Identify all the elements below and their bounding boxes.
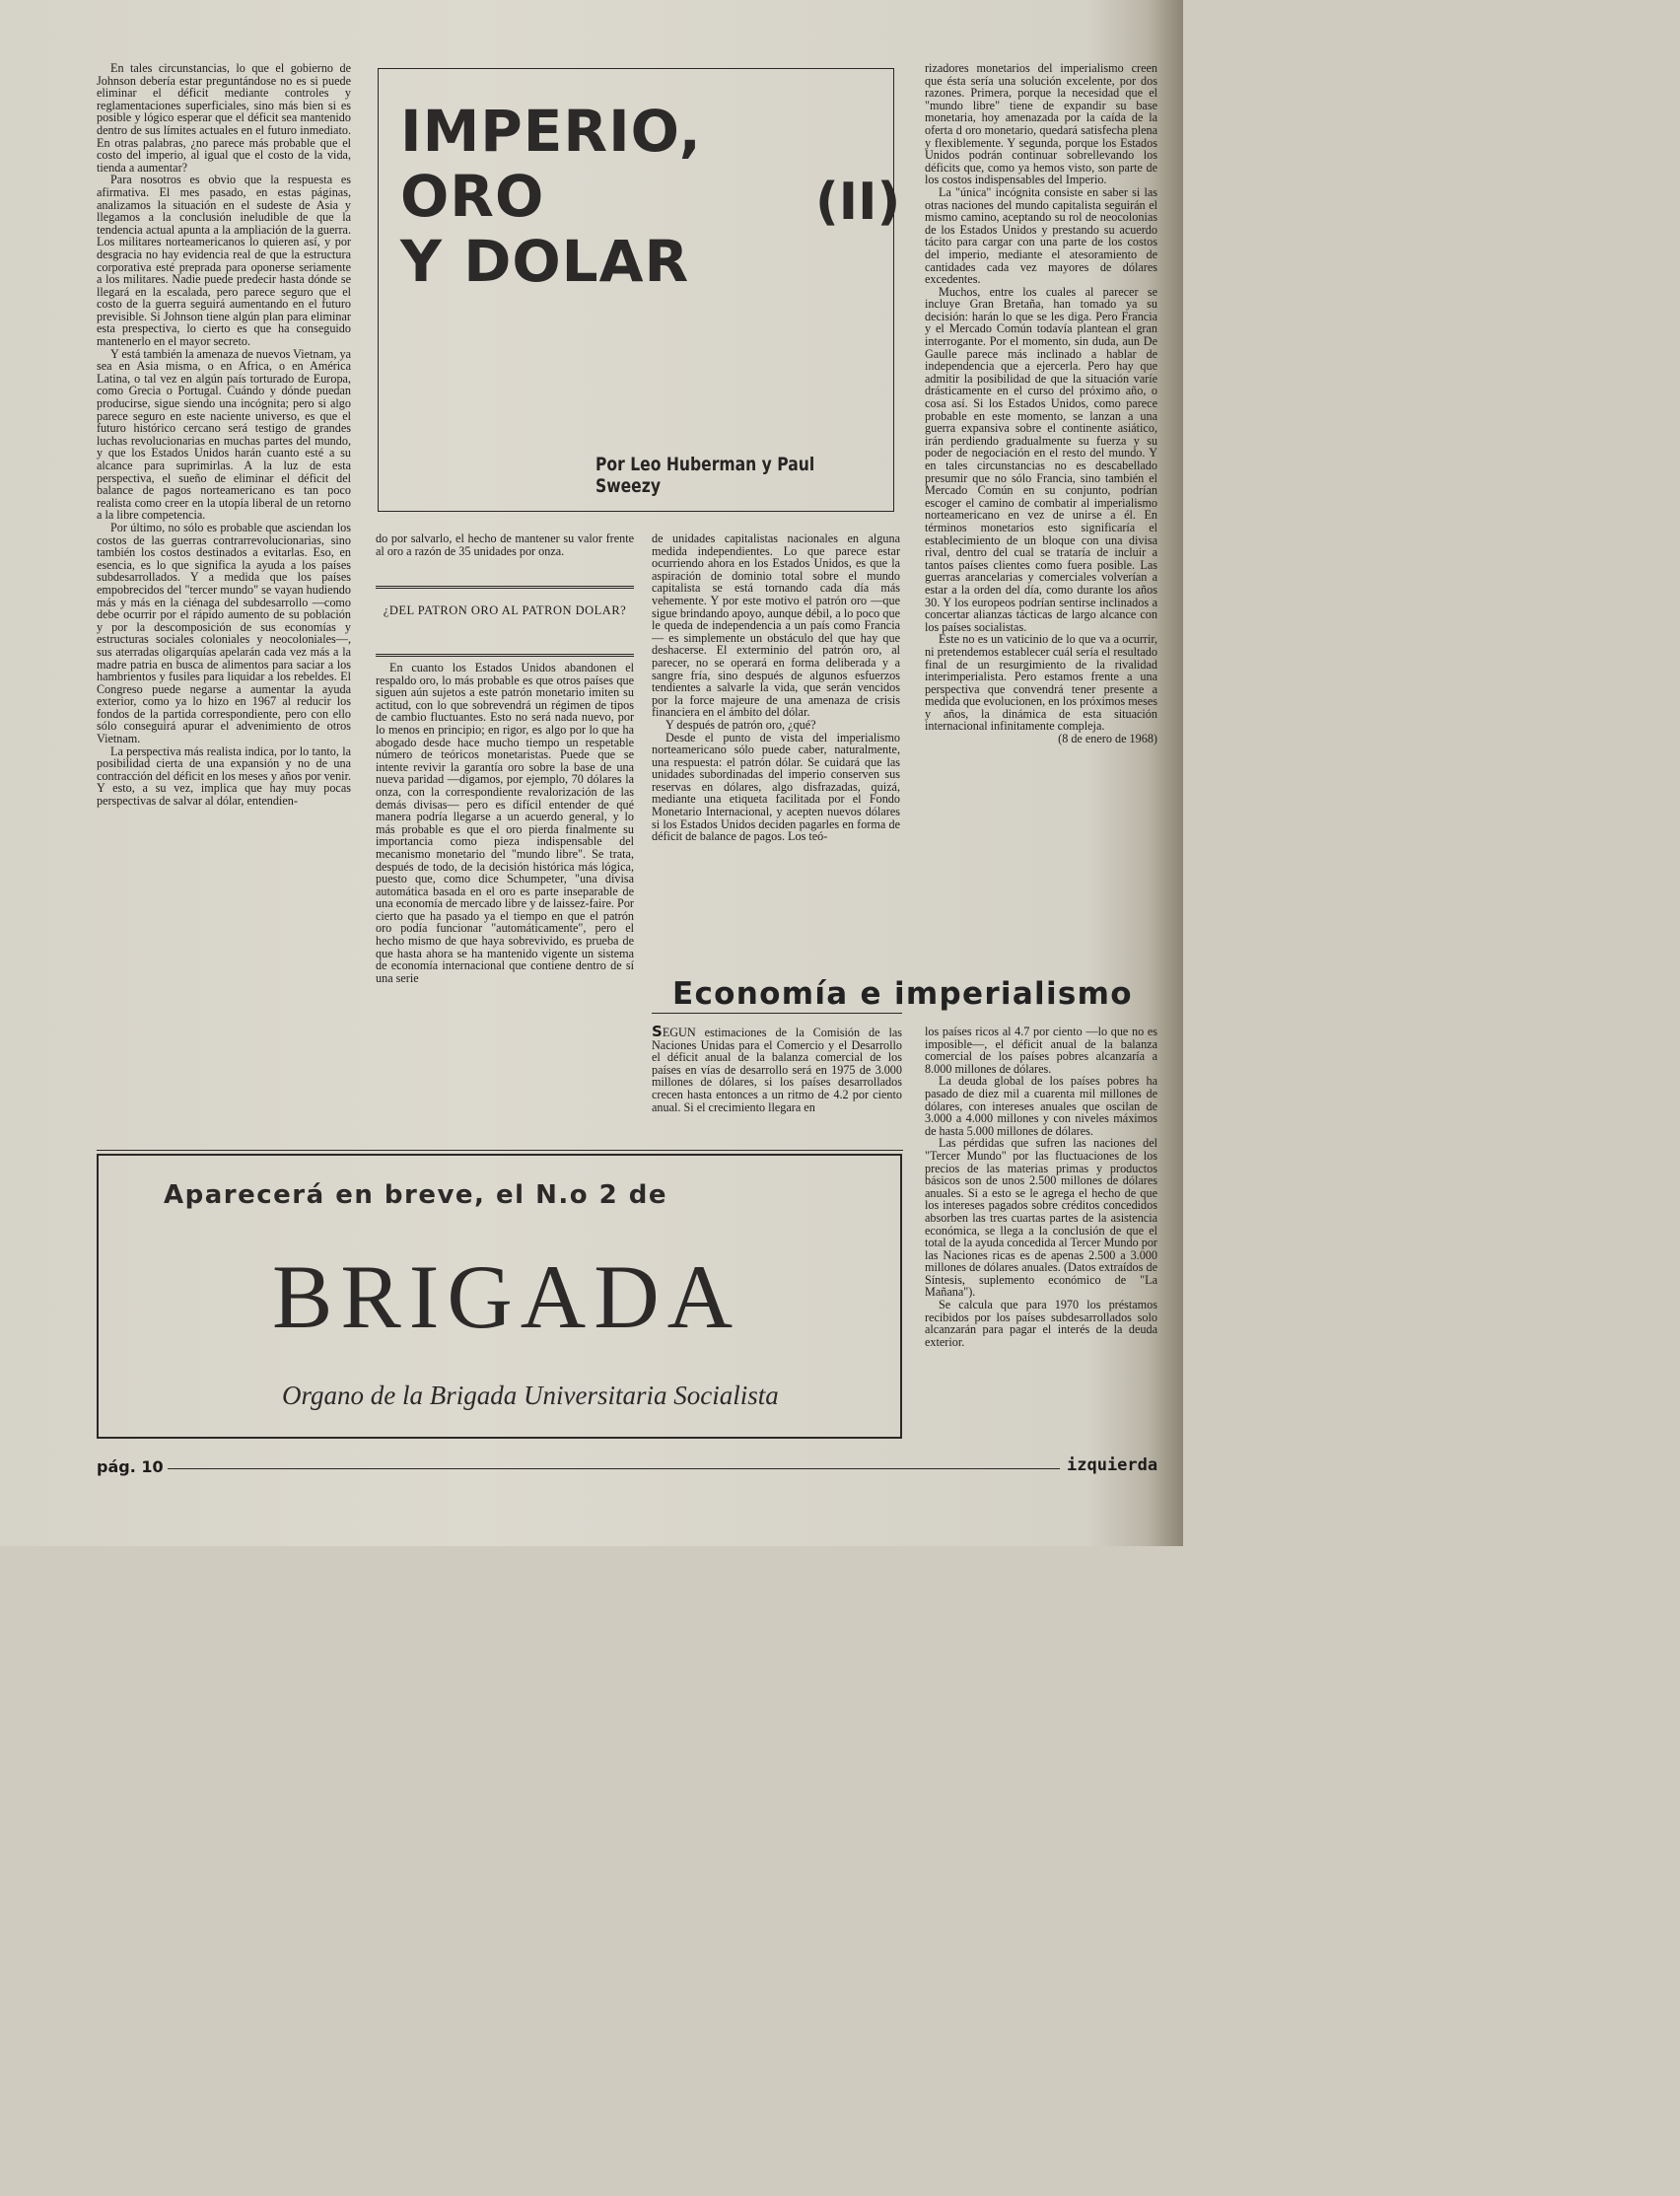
paragraph: Para nosotros es obvio que la respuesta es afirmativa. El mes pasado, en estas páginas, analizamos la situación en el sudeste de Asia y llegamos a la conclusión ineludible de que la tendencia actual apunta a la ampliación de la guerra. Los militares norteamericanos lo quieren así, y por desgracia no hay evidencia real de que la estructura corporativa esté preprada para oponerse seriamente a los militares. Nadie puede predecir hasta dónde se llegará en la escalada, pero parece seguro que el costo de la guerra seguirá aumentando en el futuro previsible. Si Johnson tiene algún plan para eliminar esta prespectiva, lo cierto es que ha conseguido mantenerlo en el mayor secreto. (97, 173, 351, 349)
byline: Por Leo Huberman y Paul Sweezy (595, 454, 815, 497)
article-column-1 (97, 62, 351, 1147)
paragraph: La perspectiva más realista indica, por lo tanto, la posibilidad cierta de una expansión y no de una contracción del déficit en los meses y años por venir. Y esto, a su vez, implica que hay muy pocas perspectivas de salvar al dólar, entendien- (97, 744, 351, 809)
section2-column-1 (652, 1026, 902, 1144)
paragraph: Y está también la amenaza de nuevos Vietnam, ya sea en Asia misma, o en Africa, o en América Latina, o tal vez en algún país torturado de Europa, como Grecia o Portugal. Cuándo y dónde puedan producirse, sigue siendo una incógnita; pero si algo parece seguro en este naciente universo, es que el futuro histórico cercano será testigo de grandes luchas revolucionarias en muchas partes del mundo, y que los Estados Unidos harán cuanto esté a su alcance para suprimirlas. A la luz de esta perspectiva, el sueño de eliminar el déficit del balance de pagos norteamericano es tan poco realista como creer en la utopía liberal de un retorno a la libre competencia. (97, 346, 351, 523)
divider (652, 1013, 902, 1014)
article-title (400, 99, 702, 294)
paragraph: En tales circunstancias, lo que el gobierno de Johnson debería estar preguntándose no es si puede eliminar el déficit mediante controles y reglamentaciones superficiales, sino más bien si es posible y lógico esperar que el déficit sea mantenido dentro de sus límites actuales en el futuro inmediato. En otras palabras, ¿no parece más probable que el costo del imperio, al igual que el costo de la vida, tienda a aumentar? (97, 62, 351, 175)
advertisement-box (97, 1154, 902, 1439)
title-line: ORO (400, 163, 545, 230)
paragraph: rizadores monetarios del imperialismo creen que ésta sería una solución excelente, por dos razones. Primera, porque la necesidad que el "mundo libre" tiene de expandir su base monetaria, hoy amenazada por la caída de la oferta d oro monetario, quedará satisfecha plena y flexiblemente. Y segunda, porque los Estados Unidos podrán continuar sobrellevando los déficits que, como ya hemos visto, son parte de los costos indispensables del Imperio. (925, 62, 1157, 187)
article-title-box (378, 68, 901, 512)
paragraph: Y después de patrón oro, ¿qué? (665, 717, 816, 732)
paragraph: los países ricos al 4.7 por ciento —lo que no es imposible—, el déficit anual de la balanza comercial de los países pobres alcanzaría a 8.000 millones de dólares. (925, 1026, 1157, 1076)
subhead-box (376, 586, 634, 657)
article-column-2 (376, 662, 634, 1145)
ad-headline: Aparecerá en breve, el N.o 2 de (164, 1180, 668, 1210)
article-date: (8 de enero de 1968) (1058, 732, 1157, 746)
page-number: pág. 10 (97, 1457, 164, 1476)
newspaper-page (0, 0, 1183, 1546)
paragraph: Se calcula que para 1970 los préstamos recibidos por los países subdesarrollados solo alcanzarán para pagar el interés de la deuda exterior. (925, 1298, 1157, 1349)
ad-publication-name: BRIGADA (272, 1246, 741, 1347)
paragraph: Muchos, entre los cuales al parecer se incluye Gran Bretaña, han tomado ya su decisión: harán lo que se les diga. Pero Francia y el Mercado Común todavía plantean el gran interrogante. Por el momento, sin duda, aun De Gaulle parece más inclinado a hablar de independencia que a ejercerla. Pero hay que admitir la posibilidad de que la situación varíe drásticamente en el curso del próximo año, o cosa así. Si los Estados Unidos, como parece probable en este momento, se lanzan a una guerra expansiva sobre el continente asiático, irán perdiendo gradualmente su fuerza y su poder de negociación en el resto del mundo. Y en tales circunstancias no es descabellado presumir que no sólo Francia, sino también el Mercado Común en su conjunto, podrían escoger el camino de combatir al imperialismo norteamericano en vez de unirse a él. En términos monetarios esto significaría el establecimiento de un bloque con una divisa rival, dentro del cual se trataría de incluir a tantos países clientes como fuera posible. Las guerras arancelarias y comerciales volverían a estar a la orden del día, como durante los años 30. Y los europeos podrían sentirse inclinados a concertar alianzas tácticas de largo alcance con los países socialistas. (925, 284, 1157, 634)
ad-subtitle: Organo de la Brigada Universitaria Socialista (282, 1381, 779, 1410)
paragraph: Por último, no sólo es probable que asciendan los costos de las guerras contrarrevolucionarias, sino también los costos destinados a evitarlas. Eso, en esencia, es lo que significa la ayuda a los países subdesarrollados. Y a medida que los países empobrecidos del "tercer mundo" se vayan hudiendo más y más en la ciénaga del subdesarrollo —como debe ocurrir por el rápido aumento de su población y por la descomposición de sus economías y estructuras sociales coloniales y neocoloniales—, sus aterradas oligarquías apelarán cada vez más a la madre patria en busca de alimentos para saciar a los hambrientos y fusiles para liquidar a los rebeldes. El Congreso puede negarse a aumentar la ayuda exterior, como ya lo hizo en 1967 al reducir los fondos de la partida correspondiente, pero con ello sólo conseguirá apurar el advenimiento de otros Vietnam. (97, 520, 351, 746)
paragraph: de unidades capitalistas nacionales en alguna medida independientes. Lo que parece estar ocurriendo ahora en los Estados Unidos, es que la aspiración de dominio total sobre el mundo capitalista se está tornando cada día más vehemente. Y por este motivo el patrón oro —que sigue brindando apoyo, aunque débil, a lo poco que le queda de independencia a un país como Francia— es simplemente un obstáculo del que hay que deshacerse. El exterminio del patrón oro, al parecer, no se operará en forma deliberada y a sangre fría, sino después de algunos esfuerzos tendientes a salvarle la vida, que serán vencidos por la force majeure de una amenaza de crisis financiera en el ámbito del dólar. (652, 532, 900, 720)
paragraph: En cuanto los Estados Unidos abandonen el respaldo oro, lo más probable es que otros países que siguen aún sujetos a este patrón monetario imiten su actitud, con lo que sobrevendrá un régimen de tipos de cambio fluctuantes. Esto no será nada nuevo, por lo menos en principio; en rigor, es algo por lo que ha abogado desde hace mucho tiempo un respetable número de teóricos monetaristas. Puede que se intente revivir la garantía oro sobre la base de una nueva paridad —digamos, por ejemplo, 70 dólares la onza, con la correspondiente revalorización de las demás divisas— pero es difícil entender de qué manera podría llegarse a un acuerdo general, y lo más probable es que el oro pierda finalmente su importancia como pieza indispensable del mecanismo monetario del "mundo libre". Se trata, después de todo, de la decisión histórica más lógica, puesto que, como dice Schumpeter, "una divisa automática basada en el oro es parte inseparable de una economía de mercado libre y de laissez-faire. Por cierto que ha pasado ya el tiempo en que el patrón oro podía funcionar "automáticamente", pero el hecho mismo de que haya sobrevivido, es prueba de que hasta ahora se ha mantenido vigente un sistema de economía internacional que contiene dentro de sí una serie (376, 662, 634, 985)
subheading: ¿DEL PATRON ORO AL PATRON DOLAR? (383, 603, 627, 617)
paragraph: La deuda global de los países pobres ha pasado de diez mil a cuarenta mil millones de dólares, con intereses anuales que oscilan de 3.000 a 4.000 millones y con niveles máximos de hasta 5.000 millones de dólares. (925, 1074, 1157, 1138)
paragraph: Las pérdidas que sufren las naciones del "Tercer Mundo" por las fluctuaciones de los precios de las materias primas y productos básicos son de unos 2.500 millones de dólares anuales. Si a esto se le agrega el hecho de que los intereses pagados sobre créditos concedidos absorben las tres cuartas partes de la asistencia económica, se llega a la conclusión de que el total de la ayuda concedida al Tercer Mundo por las Naciones ricas es de apenas 2.500 a 3.000 millones de dólares anuales. (Datos extraídos de Síntesis, suplemento económico de "La Mañana"). (925, 1136, 1157, 1300)
paragraph: La "única" incógnita consiste en saber si las otras naciones del mundo capitalista seguirán el mismo camino, aceptando su rol de neocolonias de los Estados Unidos y prestando su acuerdo tácito para cargar con una parte de los costos del imperio, mediante el atesoramiento de cantidades cada vez mayores de dólares excedentes. (925, 184, 1157, 287)
publication-name: izquierda (1067, 1455, 1158, 1475)
article-part-number: (II) (815, 173, 901, 232)
divider (97, 1150, 903, 1151)
paragraph: Este no es un vaticinio de lo que va a ocurrir, ni pretendemos establecer cuál sería el resultado final de un resurgimiento de la rivalidad interimperialista. Pero estamos frente a una perspectiva que convendrá tener presente a medida que evolucionen, en los próximos meses y años, la dinámica de esta situación internacional infinitamente compleja. (925, 632, 1157, 734)
footer-rule (168, 1468, 1060, 1469)
drop-cap: S (652, 1026, 663, 1040)
title-line: IMPERIO, (400, 98, 702, 165)
paragraph: do por salvarlo, el hecho de mantener su valor frente al oro a razón de 35 unidades por onza. (376, 532, 634, 558)
section-heading: Economía e imperialismo (672, 976, 1133, 1012)
title-line: Y DOLAR (400, 228, 690, 295)
section2-column-2 (925, 1026, 1157, 1440)
paragraph: Desde el punto de vista del imperialismo norteamericano sólo puede caber, naturalmente, una respuesta: el patrón dólar. Se cuidará que las unidades subordinadas del imperio conserven sus reservas en dólares, algo disfrazadas, quizá, mediante una etiqueta facilitada por el Fondo Monetario Internacional, y acepten nuevos dólares si los Estados Unidos deciden pagarles en forma de déficit de balance de pagos. Los teó- (652, 730, 900, 844)
article-column-2-top (376, 532, 634, 572)
paragraph (652, 1026, 902, 1113)
paragraph-text: EGUN estimaciones de la Comisión de las Naciones Unidas para el Comercio y el Desarrollo el déficit anual de la balanza comercial de los países en vías de desarrollo será en 1975 de 3.000 millones de dólares, si los países desarrollados crecen hasta entonces a un ritmo de 4.2 por ciento anual. Si el crecimiento llegara en (652, 1026, 902, 1114)
article-column-4 (925, 62, 1157, 955)
article-column-3 (652, 532, 900, 966)
